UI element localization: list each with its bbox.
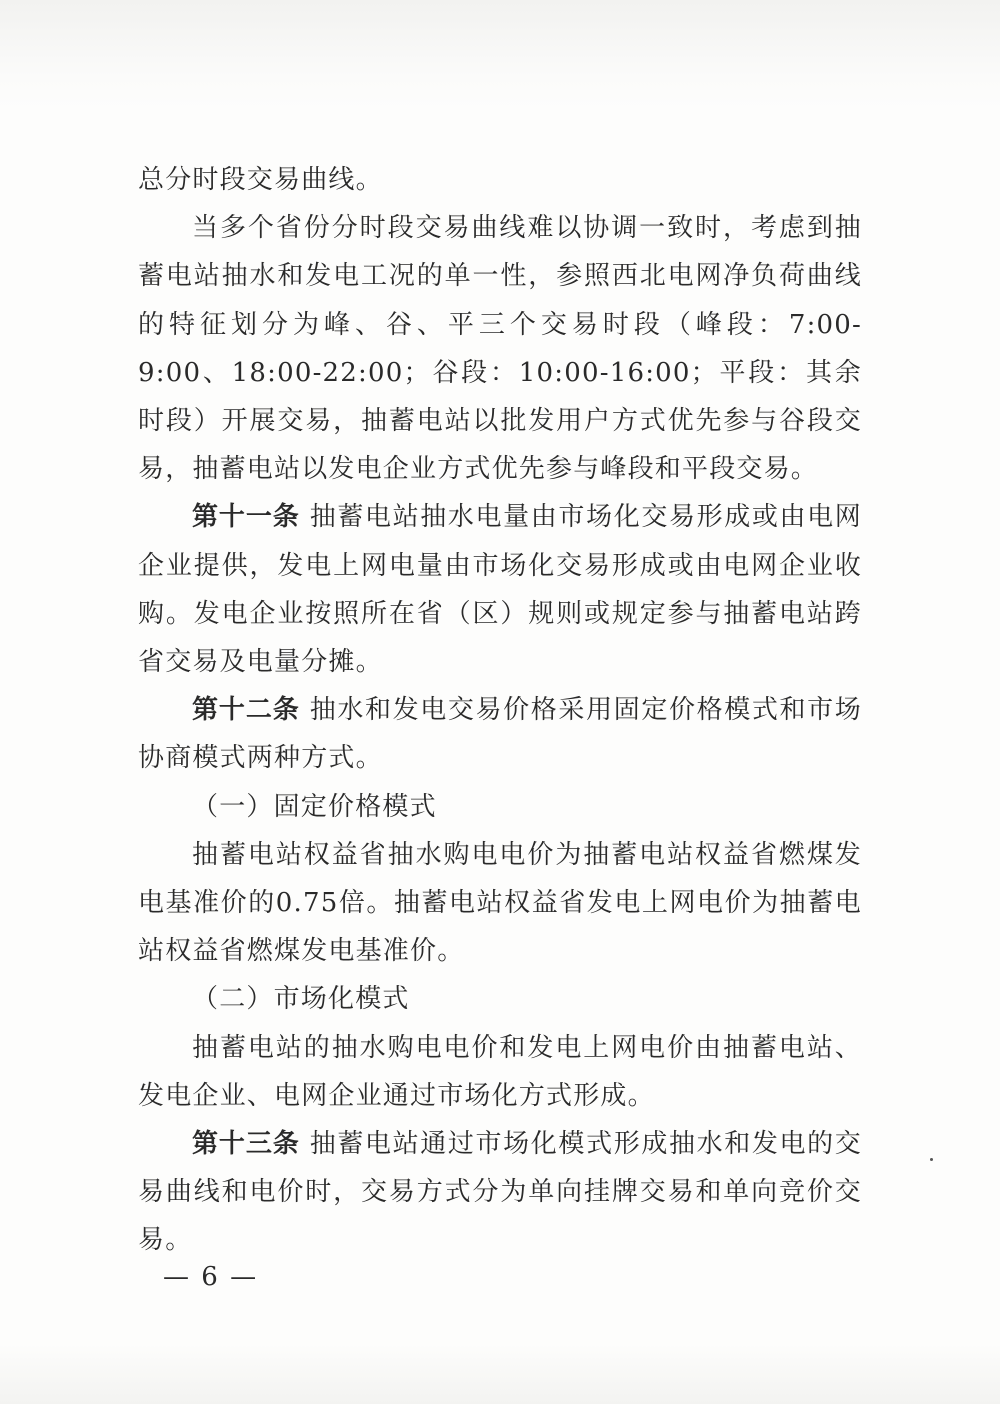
article-13 xyxy=(138,1120,862,1265)
scan-shadow-top xyxy=(0,0,1000,110)
article-11 xyxy=(138,493,862,686)
paragraph-text: 抽水和发电交易价格采用固定价格模式和市场协商模式两种方式。 xyxy=(138,695,862,774)
paragraph-text: 当多个省份分时段交易曲线难以协调一致时，考虑到抽蓄电站抽水和发电工况的单一性，参照西北电网净负荷曲线的特征划分为峰、谷、平三个交易时段（峰段：7:00-9:00、18:00-22:00；谷段：10:00-16:00；平段：其余时段）开展交易，抽蓄电站以批发用户方式优先参与谷段交易，抽蓄电站以发电企业方式优先参与峰段和平段交易。 xyxy=(138,213,862,485)
document-body xyxy=(138,156,862,1265)
paragraph xyxy=(138,1024,862,1120)
paragraph-text: 总分时段交易曲线。 xyxy=(138,165,383,195)
article-heading: 第十二条 xyxy=(192,695,300,726)
subsection-title: （一）固定价格模式 xyxy=(192,791,437,822)
article-heading: 第十三条 xyxy=(192,1129,300,1160)
article-heading: 第十一条 xyxy=(192,502,300,533)
subsection-heading xyxy=(138,975,862,1023)
paragraph xyxy=(138,831,862,976)
paragraph xyxy=(138,204,862,493)
scan-shadow-bottom xyxy=(0,1344,1000,1404)
paragraph-text: 抽蓄电站通过市场化模式形成抽水和发电的交易曲线和电价时，交易方式分为单向挂牌交易和单向竞价交易。 xyxy=(138,1129,862,1256)
paragraph-text: 抽蓄电站权益省抽水购电电价为抽蓄电站权益省燃煤发电基准价的0.75倍。抽蓄电站权益省发电上网电价为抽蓄电站权益省燃煤发电基准价。 xyxy=(138,839,862,967)
paragraph-text: 抽蓄电站抽水电量由市场化交易形成或由电网企业提供，发电上网电量由市场化交易形成或由电网企业收购。发电企业按照所在省（区）规则或规定参与抽蓄电站跨省交易及电量分摊。 xyxy=(138,502,862,678)
page-number: — 6 — xyxy=(163,1262,259,1292)
paragraph-text: 抽蓄电站的抽水购电电价和发电上网电价由抽蓄电站、发电企业、电网企业通过市场化方式形成。 xyxy=(138,1032,862,1111)
article-12 xyxy=(138,686,862,782)
scan-speck xyxy=(930,1158,933,1161)
paragraph xyxy=(138,156,862,204)
subsection-title: （二）市场化模式 xyxy=(192,984,410,1015)
subsection-heading xyxy=(138,783,862,831)
